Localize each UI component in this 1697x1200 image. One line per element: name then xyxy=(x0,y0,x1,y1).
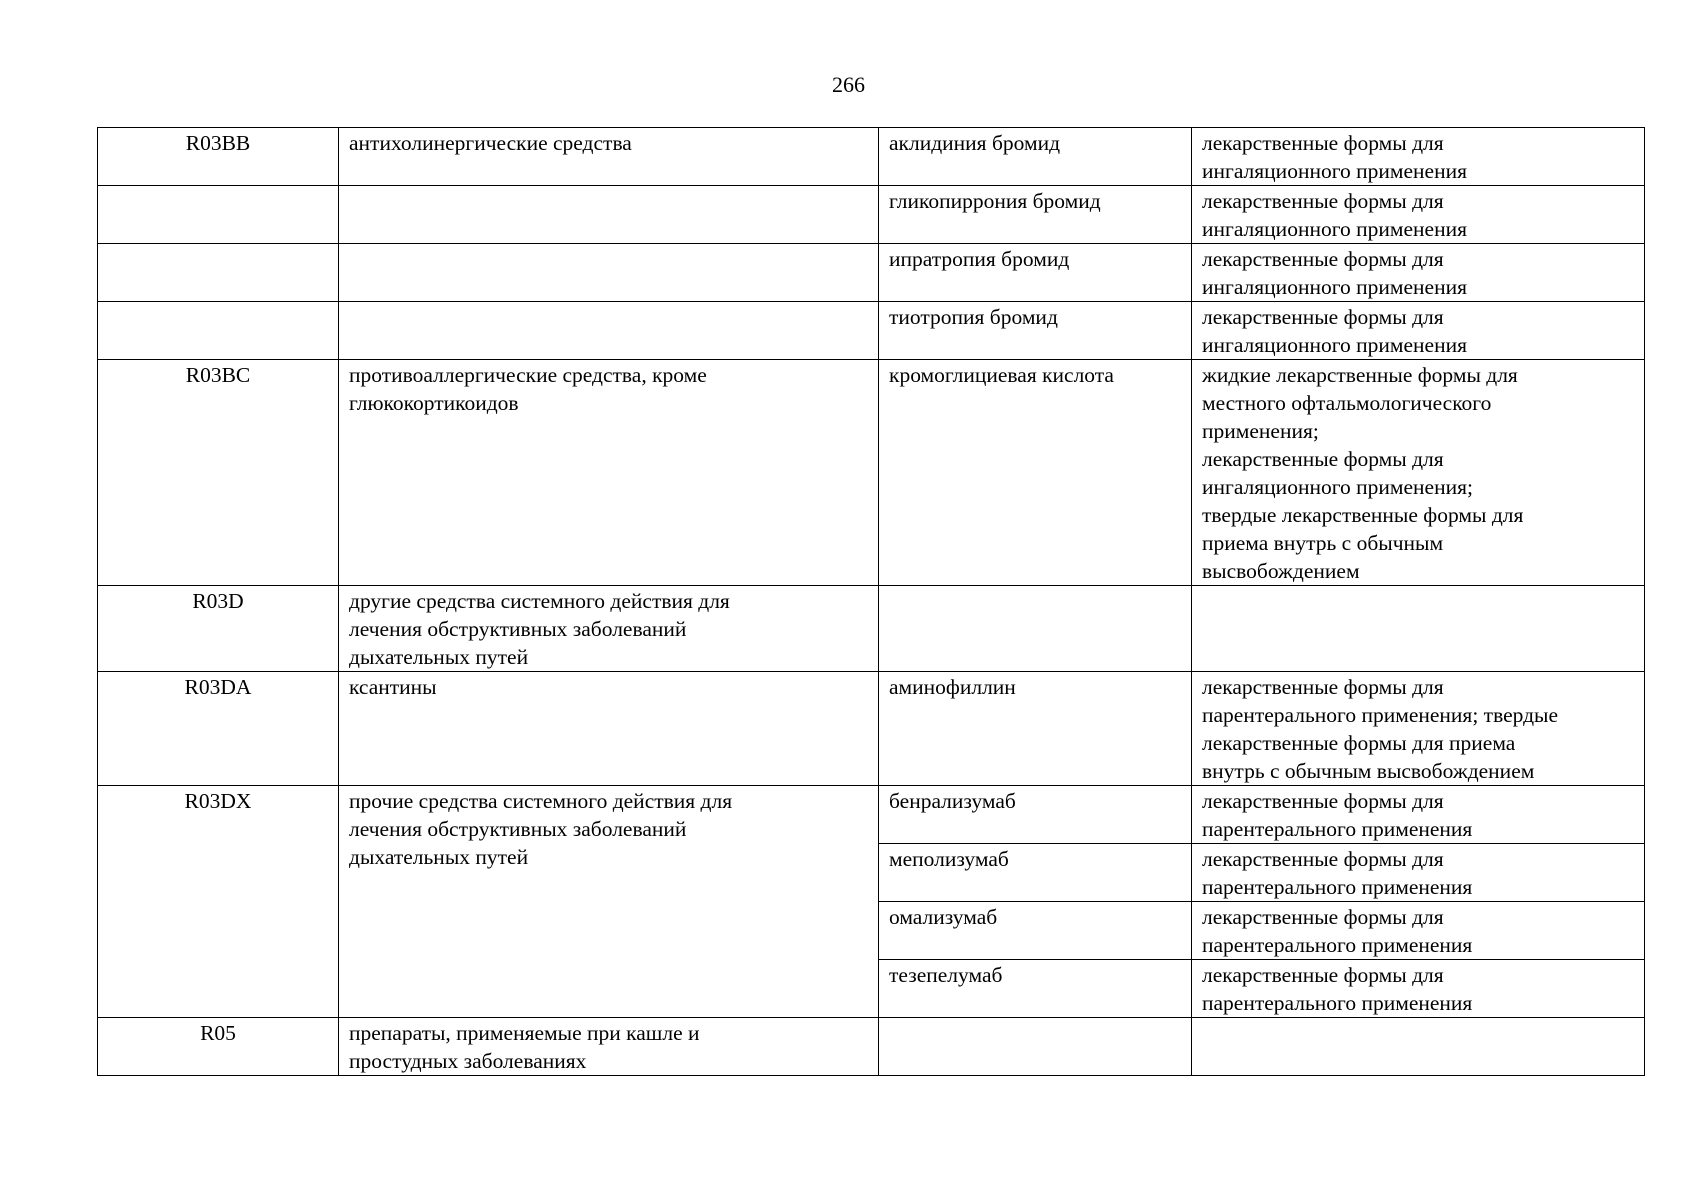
dosage-form-line: местного офтальмологического xyxy=(1202,391,1492,415)
drug-table xyxy=(97,127,1645,1076)
dosage-form-line: лекарственные формы для приема xyxy=(1202,731,1516,755)
group-line: простудных заболеваниях xyxy=(349,1049,587,1073)
dosage-form-line: ингаляционного применения xyxy=(1202,333,1467,357)
drug-name-cell: аминофиллин xyxy=(879,672,1192,786)
dosage-form-line: ингаляционного применения xyxy=(1202,275,1467,299)
group-cell xyxy=(339,186,879,244)
dosage-form-cell xyxy=(1192,360,1645,586)
dosage-form-line: твердые лекарственные формы для xyxy=(1202,503,1524,527)
atc-code-cell xyxy=(98,302,339,360)
group-line: лечения обструктивных заболеваний xyxy=(349,817,687,841)
atc-code-cell: R03BB xyxy=(98,128,339,186)
drug-name-cell: гликопиррония бромид xyxy=(879,186,1192,244)
dosage-form-cell xyxy=(1192,960,1645,1018)
dosage-form-cell xyxy=(1192,302,1645,360)
atc-code-cell: R03D xyxy=(98,586,339,672)
group-cell xyxy=(339,244,879,302)
drug-name-cell: бенрализумаб xyxy=(879,786,1192,844)
dosage-form-line: лекарственные формы для xyxy=(1202,963,1444,987)
dosage-form-cell xyxy=(1192,672,1645,786)
group-line: лечения обструктивных заболеваний xyxy=(349,617,687,641)
dosage-form-line: лекарственные формы для xyxy=(1202,447,1444,471)
dosage-form-line: ингаляционного применения xyxy=(1202,159,1467,183)
group-line: глюкокортикоидов xyxy=(349,391,519,415)
dosage-form-line: применения; xyxy=(1202,419,1319,443)
table-row xyxy=(98,128,1645,186)
dosage-form-line: парентерального применения xyxy=(1202,933,1473,957)
table-row xyxy=(98,244,1645,302)
group-line: дыхательных путей xyxy=(349,845,529,869)
dosage-form-cell xyxy=(1192,902,1645,960)
dosage-form-line: лекарственные формы для xyxy=(1202,247,1444,271)
table-row xyxy=(98,186,1645,244)
dosage-form-cell xyxy=(1192,244,1645,302)
group-line: прочие средства системного действия для xyxy=(349,789,733,813)
atc-code-cell xyxy=(98,186,339,244)
dosage-form-line: парентерального применения; твердые xyxy=(1202,703,1559,727)
dosage-form-cell xyxy=(1192,186,1645,244)
group-cell xyxy=(339,360,879,586)
page-number: 266 xyxy=(832,72,865,97)
dosage-form-line: парентерального применения xyxy=(1202,817,1473,841)
drug-name-cell: ипратропия бромид xyxy=(879,244,1192,302)
dosage-form-line: лекарственные формы для xyxy=(1202,675,1444,699)
atc-code-cell: R03DX xyxy=(98,786,339,1018)
dosage-form-line: лекарственные формы для xyxy=(1202,131,1444,155)
table-row xyxy=(98,1018,1645,1076)
group-cell xyxy=(339,786,879,1018)
group-cell xyxy=(339,672,879,786)
table-row xyxy=(98,302,1645,360)
drug-name-cell xyxy=(879,586,1192,672)
table-body xyxy=(98,128,1645,1076)
drug-name-cell: меполизумаб xyxy=(879,844,1192,902)
dosage-form-line: внутрь с обычным высвобождением xyxy=(1202,759,1535,783)
group-line: дыхательных путей xyxy=(349,645,529,669)
dosage-form-line: ингаляционного применения xyxy=(1202,217,1467,241)
dosage-form-line: приема внутрь с обычным xyxy=(1202,531,1444,555)
dosage-form-line: парентерального применения xyxy=(1202,875,1473,899)
dosage-form-cell xyxy=(1192,128,1645,186)
table-row xyxy=(98,786,1645,844)
table-row xyxy=(98,360,1645,586)
group-line: ксантины xyxy=(349,675,437,699)
drug-name-cell: аклидиния бромид xyxy=(879,128,1192,186)
atc-code-cell: R03BC xyxy=(98,360,339,586)
group-line: противоаллергические средства, кроме xyxy=(349,363,707,387)
dosage-form-line: лекарственные формы для xyxy=(1202,905,1444,929)
dosage-form-line: лекарственные формы для xyxy=(1202,847,1444,871)
group-cell xyxy=(339,128,879,186)
dosage-form-line: лекарственные формы для xyxy=(1202,789,1444,813)
dosage-form-line: жидкие лекарственные формы для xyxy=(1202,363,1518,387)
dosage-form-cell xyxy=(1192,1018,1645,1076)
table-row xyxy=(98,586,1645,672)
dosage-form-line: лекарственные формы для xyxy=(1202,305,1444,329)
dosage-form-line: лекарственные формы для xyxy=(1202,189,1444,213)
drug-name-cell: омализумаб xyxy=(879,902,1192,960)
dosage-form-cell xyxy=(1192,786,1645,844)
atc-code-cell: R05 xyxy=(98,1018,339,1076)
drug-name-cell: тиотропия бромид xyxy=(879,302,1192,360)
dosage-form-cell xyxy=(1192,844,1645,902)
drug-name-cell: кромоглициевая кислота xyxy=(879,360,1192,586)
group-cell xyxy=(339,1018,879,1076)
group-cell xyxy=(339,302,879,360)
atc-code-cell xyxy=(98,244,339,302)
group-cell xyxy=(339,586,879,672)
dosage-form-line: ингаляционного применения; xyxy=(1202,475,1473,499)
atc-code-cell: R03DA xyxy=(98,672,339,786)
drug-name-cell xyxy=(879,1018,1192,1076)
dosage-form-cell xyxy=(1192,586,1645,672)
dosage-form-line: высвобождением xyxy=(1202,559,1360,583)
drug-name-cell: тезепелумаб xyxy=(879,960,1192,1018)
group-line: другие средства системного действия для xyxy=(349,589,730,613)
group-line: препараты, применяемые при кашле и xyxy=(349,1021,700,1045)
table-row xyxy=(98,672,1645,786)
group-line: антихолинергические средства xyxy=(349,131,632,155)
dosage-form-line: парентерального применения xyxy=(1202,991,1473,1015)
